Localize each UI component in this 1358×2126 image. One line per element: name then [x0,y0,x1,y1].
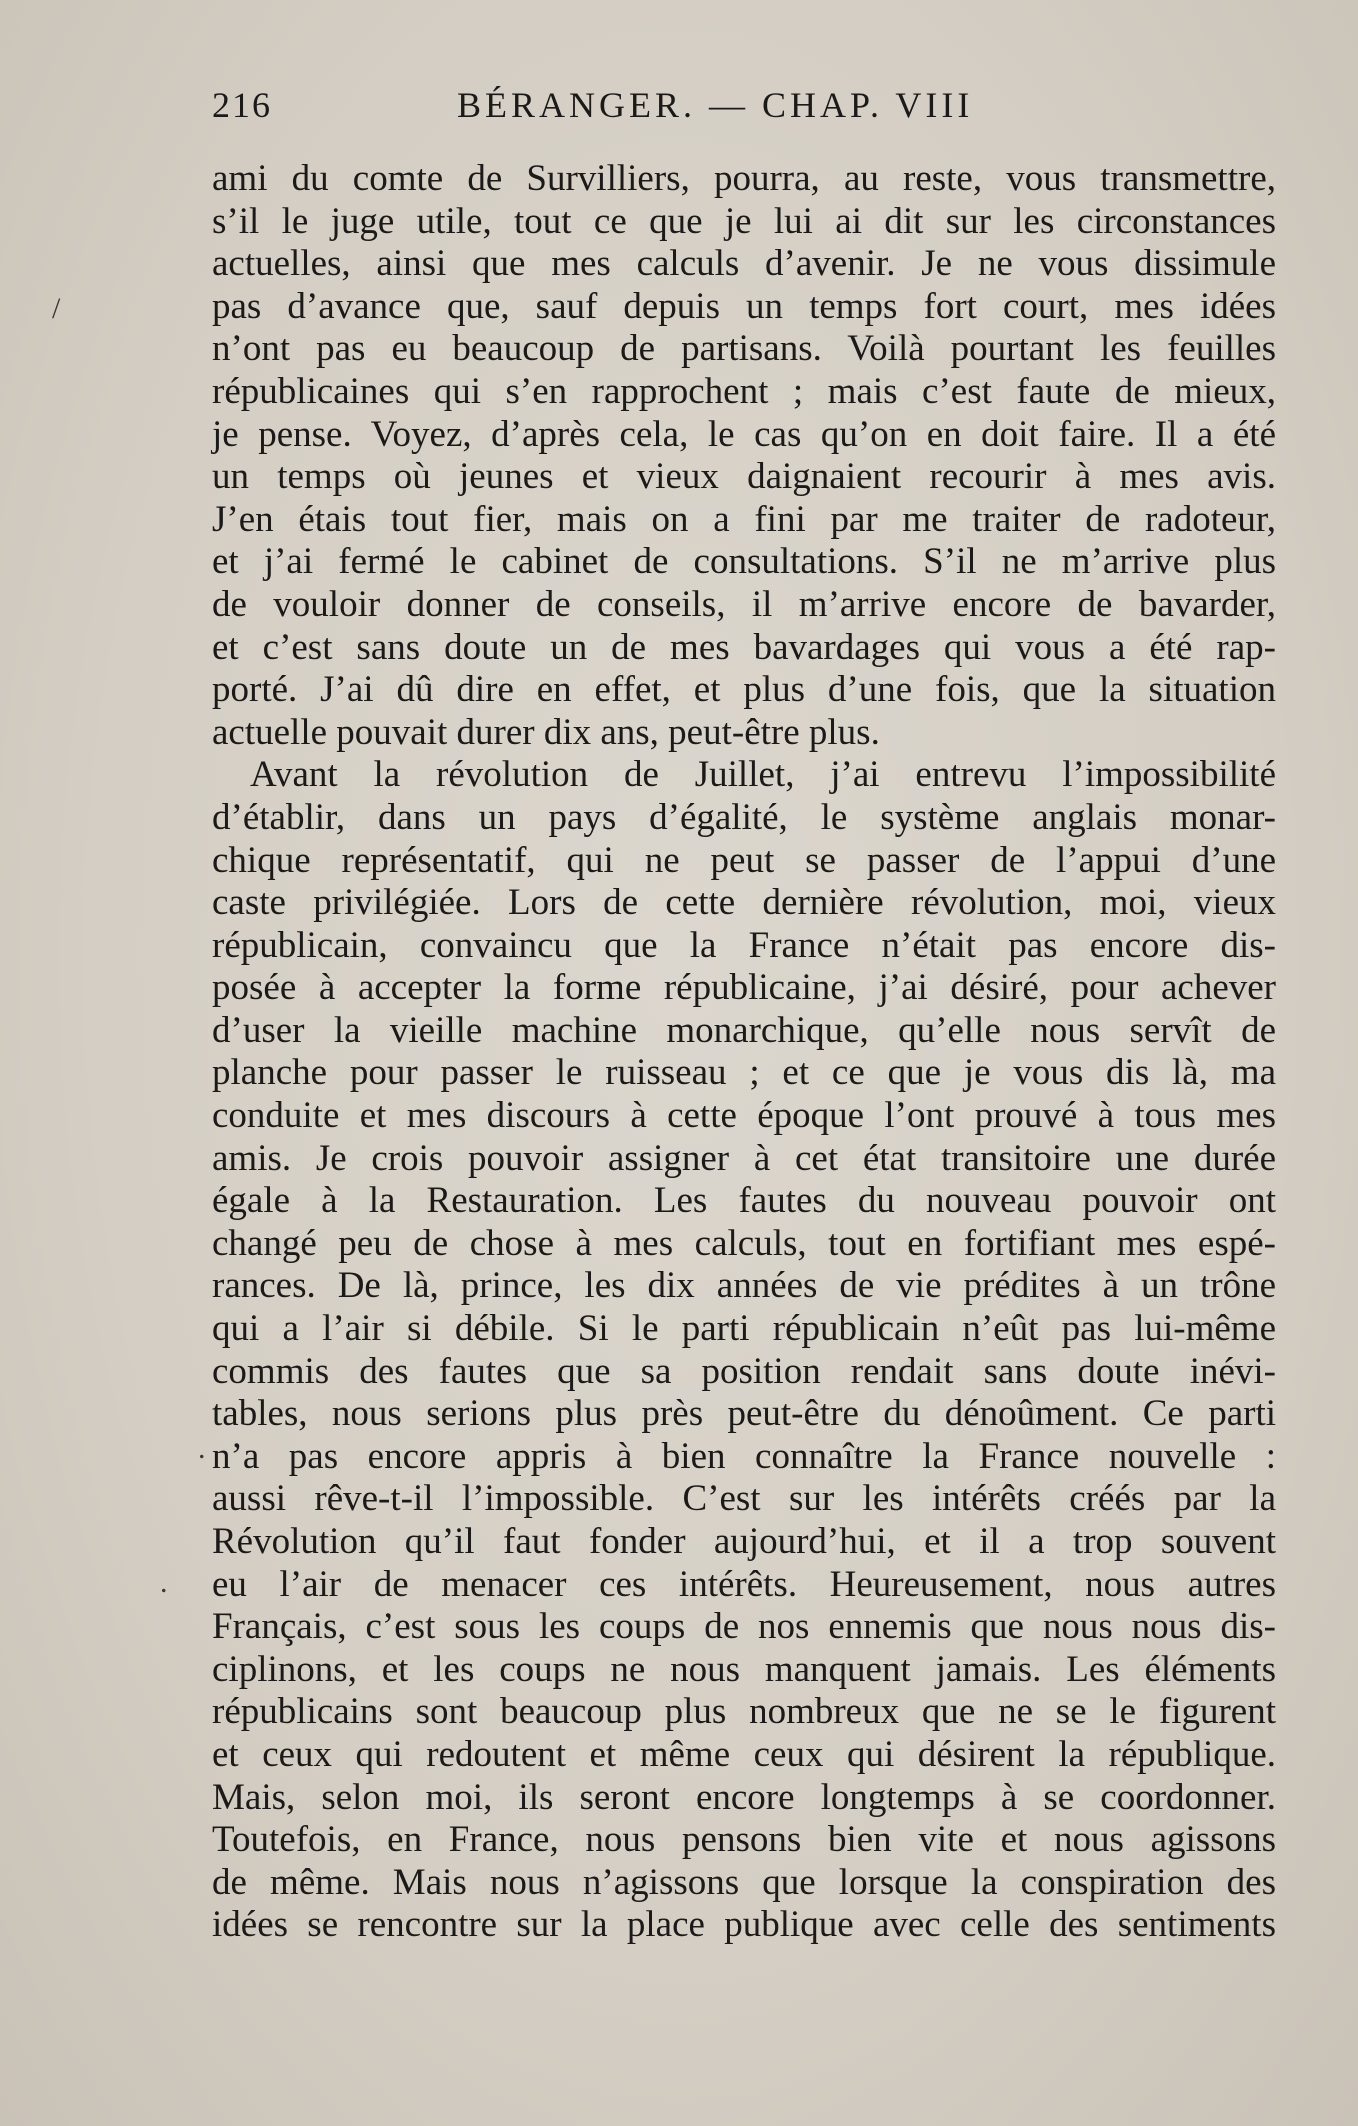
text-line: n’a pas encore appris à bien connaître la France nouvelle : [212,1435,1276,1477]
text-line: de vouloir donner de conseils, il m’arrive encore de bavarder, [212,583,1276,625]
text-line: de même. Mais nous n’agissons que lorsque la conspiration des [212,1861,1276,1903]
text-line: commis des fautes que sa position rendait sans doute inévi- [212,1350,1276,1392]
text-line: un temps où jeunes et vieux daignaient recourir à mes avis. [212,456,1276,498]
body-text [212,158,1276,1947]
text-line: ciplinons, et les coups ne nous manquent jamais. Les éléments [212,1648,1276,1690]
text-line: rances. De là, prince, les dix années de vie prédites à un trône [212,1265,1276,1307]
text-line: je pense. Voyez, d’après cela, le cas qu’on en doit faire. Il a été [212,413,1276,455]
text-line: J’en étais tout fier, mais on a fini par me traiter de radoteur, [212,498,1276,540]
text-line: Révolution qu’il faut fonder aujourd’hui, et il a trop souvent [212,1521,1276,1562]
text-line: Mais, selon moi, ils seront encore longtemps à se coordonner. [212,1776,1276,1818]
text-line: et j’ai fermé le cabinet de consultations. S’il ne m’arrive plus [212,541,1276,583]
running-head: BÉRANGER. — CHAP. VIII [457,85,974,125]
text-line: qui a l’air si débile. Si le parti républicain n’eût pas lui-même [212,1308,1276,1350]
text-line: actuelle pouvait durer dix ans, peut-être plus. [212,711,880,753]
text-line: posée à accepter la forme républicaine, j’ai désiré, pour achever [212,967,1276,1009]
text-line: idées se rencontre sur la place publique avec celle des sentiments [212,1904,1276,1946]
text-line: et ceux qui redoutent et même ceux qui désirent la république. [212,1733,1276,1775]
text-line: aussi rêve-t-il l’impossible. C’est sur les intérêts créés par la [212,1478,1276,1520]
text-line: républicain, convaincu que la France n’était pas encore dis- [212,924,1276,966]
text-line: Français, c’est sous les coups de nos ennemis que nous nous dis- [212,1606,1276,1648]
text-line: d’établir, dans un pays d’égalité, le système anglais monar- [212,796,1276,838]
text-line: eu l’air de menacer ces intérêts. Heureusement, nous autres [212,1563,1276,1605]
text-line: Avant la révolution de Juillet, j’ai entrevu l’impossibilité [250,754,1276,796]
text-line: Toutefois, en France, nous pensons bien vite et nous agissons [212,1819,1276,1861]
text-line: conduite et mes discours à cette époque l’ont prouvé à tous mes [212,1095,1276,1137]
text-line: égale à la Restauration. Les fautes du nouveau pouvoir ont [212,1180,1276,1222]
margin-dot-mark: . [160,1566,168,1599]
text-line: changé peu de chose à mes calculs, tout en fortifiant mes espé- [212,1222,1276,1264]
text-line: actuelles, ainsi que mes calculs d’avenir. Je ne vous dissimule [212,243,1276,285]
text-line: et c’est sans doute un de mes bavardages qui vous a été rap- [212,626,1276,668]
text-line: ami du comte de Survilliers, pourra, au reste, vous transmettre, [212,158,1276,199]
page-header [212,84,1032,132]
text-line: chique représentatif, qui ne peut se passer de l’appui d’une [212,839,1276,881]
margin-slash-mark: / [52,292,61,325]
text-line: pas d’avance que, sauf depuis un temps fort court, mes idées [212,285,1276,327]
text-line: tables, nous serions plus près peut-être du dénoûment. Ce parti [212,1393,1276,1435]
text-line: républicains sont beaucoup plus nombreux que ne se le figurent [212,1691,1276,1733]
text-line: amis. Je crois pouvoir assigner à cet état transitoire une durée [212,1137,1276,1179]
margin-dot-mark: . [198,1432,206,1465]
text-line: républicaines qui s’en rapprochent ; mais c’est faute de mieux, [212,370,1276,412]
text-line: planche pour passer le ruisseau ; et ce que je vous dis là, ma [212,1052,1276,1094]
text-line: porté. J’ai dû dire en effet, et plus d’une fois, que la situation [212,669,1276,711]
page-number: 216 [212,85,272,125]
text-line: s’il le juge utile, tout ce que je lui ai dit sur les circonstances [212,200,1276,242]
text-line: n’ont pas eu beaucoup de partisans. Voilà pourtant les feuilles [212,328,1276,370]
text-line: caste privilégiée. Lors de cette dernière révolution, moi, vieux [212,882,1276,924]
text-line: d’user la vieille machine monarchique, qu’elle nous servît de [212,1009,1276,1051]
